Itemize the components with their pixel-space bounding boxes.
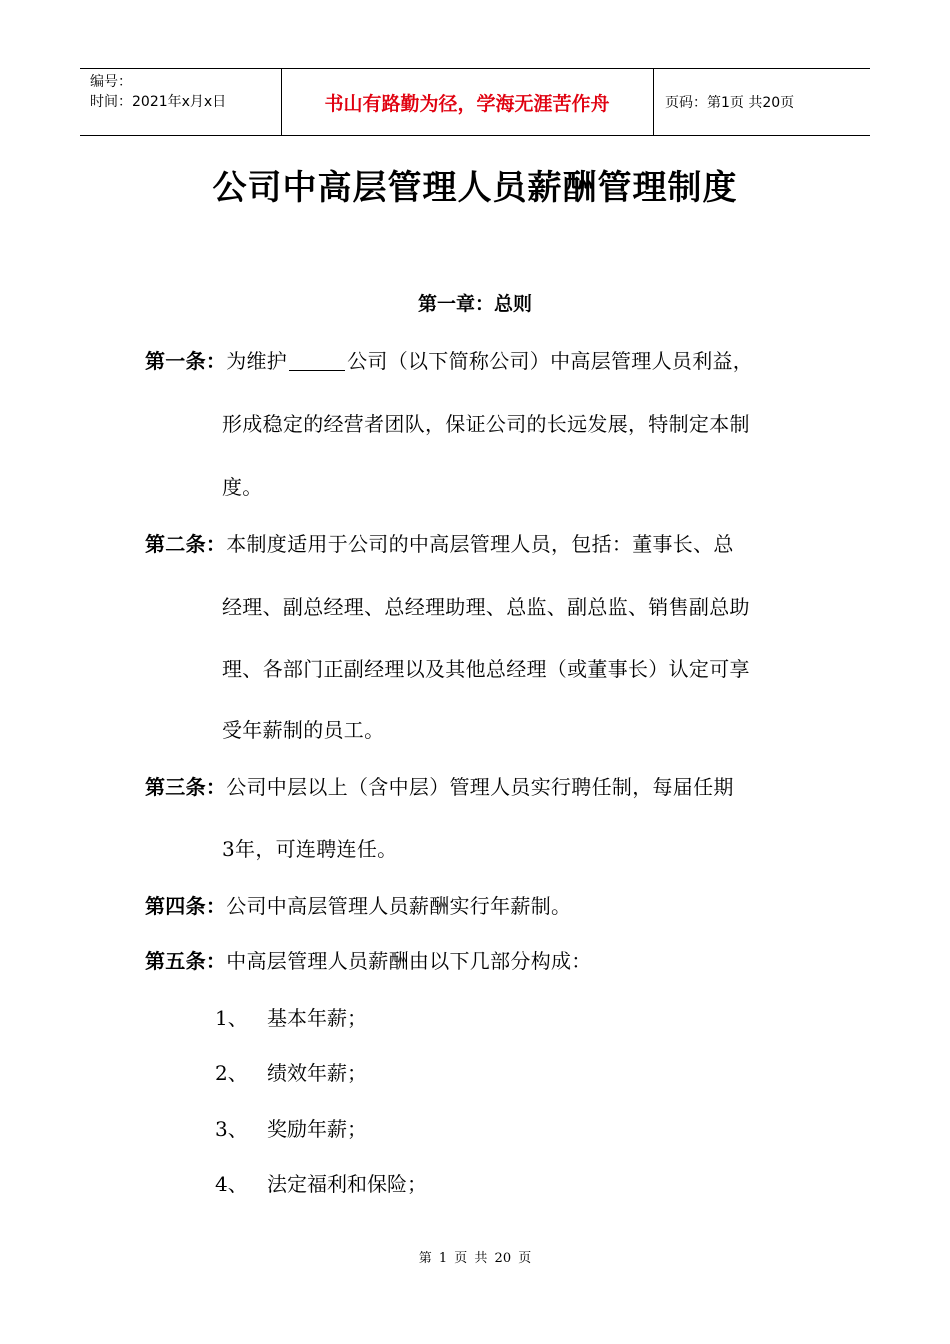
company-name-blank [289, 352, 345, 371]
header-divider-right [653, 68, 654, 136]
list-item [215, 1002, 367, 1031]
article-2-line-1 [145, 528, 734, 557]
header-page-info: 页码：第1页 共20页 [665, 95, 795, 111]
document-title: 公司中高层管理人员薪酬管理制度 [212, 168, 738, 208]
article-2-line-4: 受年薪制的员工。 [222, 718, 385, 742]
header-meta [90, 72, 226, 112]
article-3-line-1 [145, 771, 734, 800]
list-item [215, 1113, 367, 1142]
page-header [80, 68, 870, 136]
article-2-text: 本制度适用于公司的中高层管理人员，包括：董事长、总 [226, 532, 734, 556]
article-4-line-1 [145, 890, 571, 919]
list-item-number: 2、 [215, 1061, 248, 1085]
list-item-text: 绩效年薪； [267, 1061, 367, 1085]
list-item-text: 基本年薪； [267, 1006, 367, 1030]
list-item [215, 1057, 367, 1086]
chapter-heading: 第一章：总则 [417, 293, 532, 315]
article-5-text: 中高层管理人员薪酬由以下几部分构成： [226, 949, 592, 973]
page-footer: 第 1 页 共 20 页 [418, 1251, 532, 1266]
list-item-text: 奖励年薪； [267, 1117, 367, 1141]
article-2-line-2: 经理、副总经理、总经理助理、总监、副总监、销售副总助 [222, 595, 750, 619]
article-3-label: 第三条： [145, 775, 227, 799]
article-1-line-2: 形成稳定的经营者团队，保证公司的长远发展，特制定本制 [222, 412, 750, 436]
article-3-text: 公司中层以上（含中层）管理人员实行聘任制，每届任期 [226, 775, 734, 799]
article-1-line-1 [145, 345, 753, 374]
doc-number-label: 编号： [90, 74, 132, 90]
article-2-label: 第二条： [145, 532, 227, 556]
doc-time-label: 时间：2021年x月x日 [90, 94, 227, 110]
article-2-line-3: 理、各部门正副经理以及其他总经理（或董事长）认定可享 [222, 657, 750, 681]
list-item-number: 4、 [215, 1172, 248, 1196]
header-motto: 书山有路勤为径，学海无涯苦作舟 [324, 92, 610, 115]
list-item [215, 1168, 427, 1197]
list-item-number: 3、 [215, 1117, 248, 1141]
article-3-line-2: 3年，可连聘连任。 [222, 837, 398, 861]
list-item-text: 法定福利和保险； [267, 1172, 427, 1196]
article-1-text-after-blank: 公司（以下简称公司）中高层管理人员利益， [347, 349, 754, 373]
article-4-text: 公司中高层管理人员薪酬实行年薪制。 [226, 894, 572, 918]
article-1-text-before-blank: 为维护 [226, 349, 288, 373]
article-4-label: 第四条： [145, 894, 227, 918]
article-1-line-3: 度。 [222, 475, 263, 499]
list-item-number: 1、 [215, 1006, 248, 1030]
article-5-label: 第五条： [145, 949, 227, 973]
article-5-line-1 [145, 945, 592, 974]
article-1-label: 第一条： [145, 349, 227, 373]
